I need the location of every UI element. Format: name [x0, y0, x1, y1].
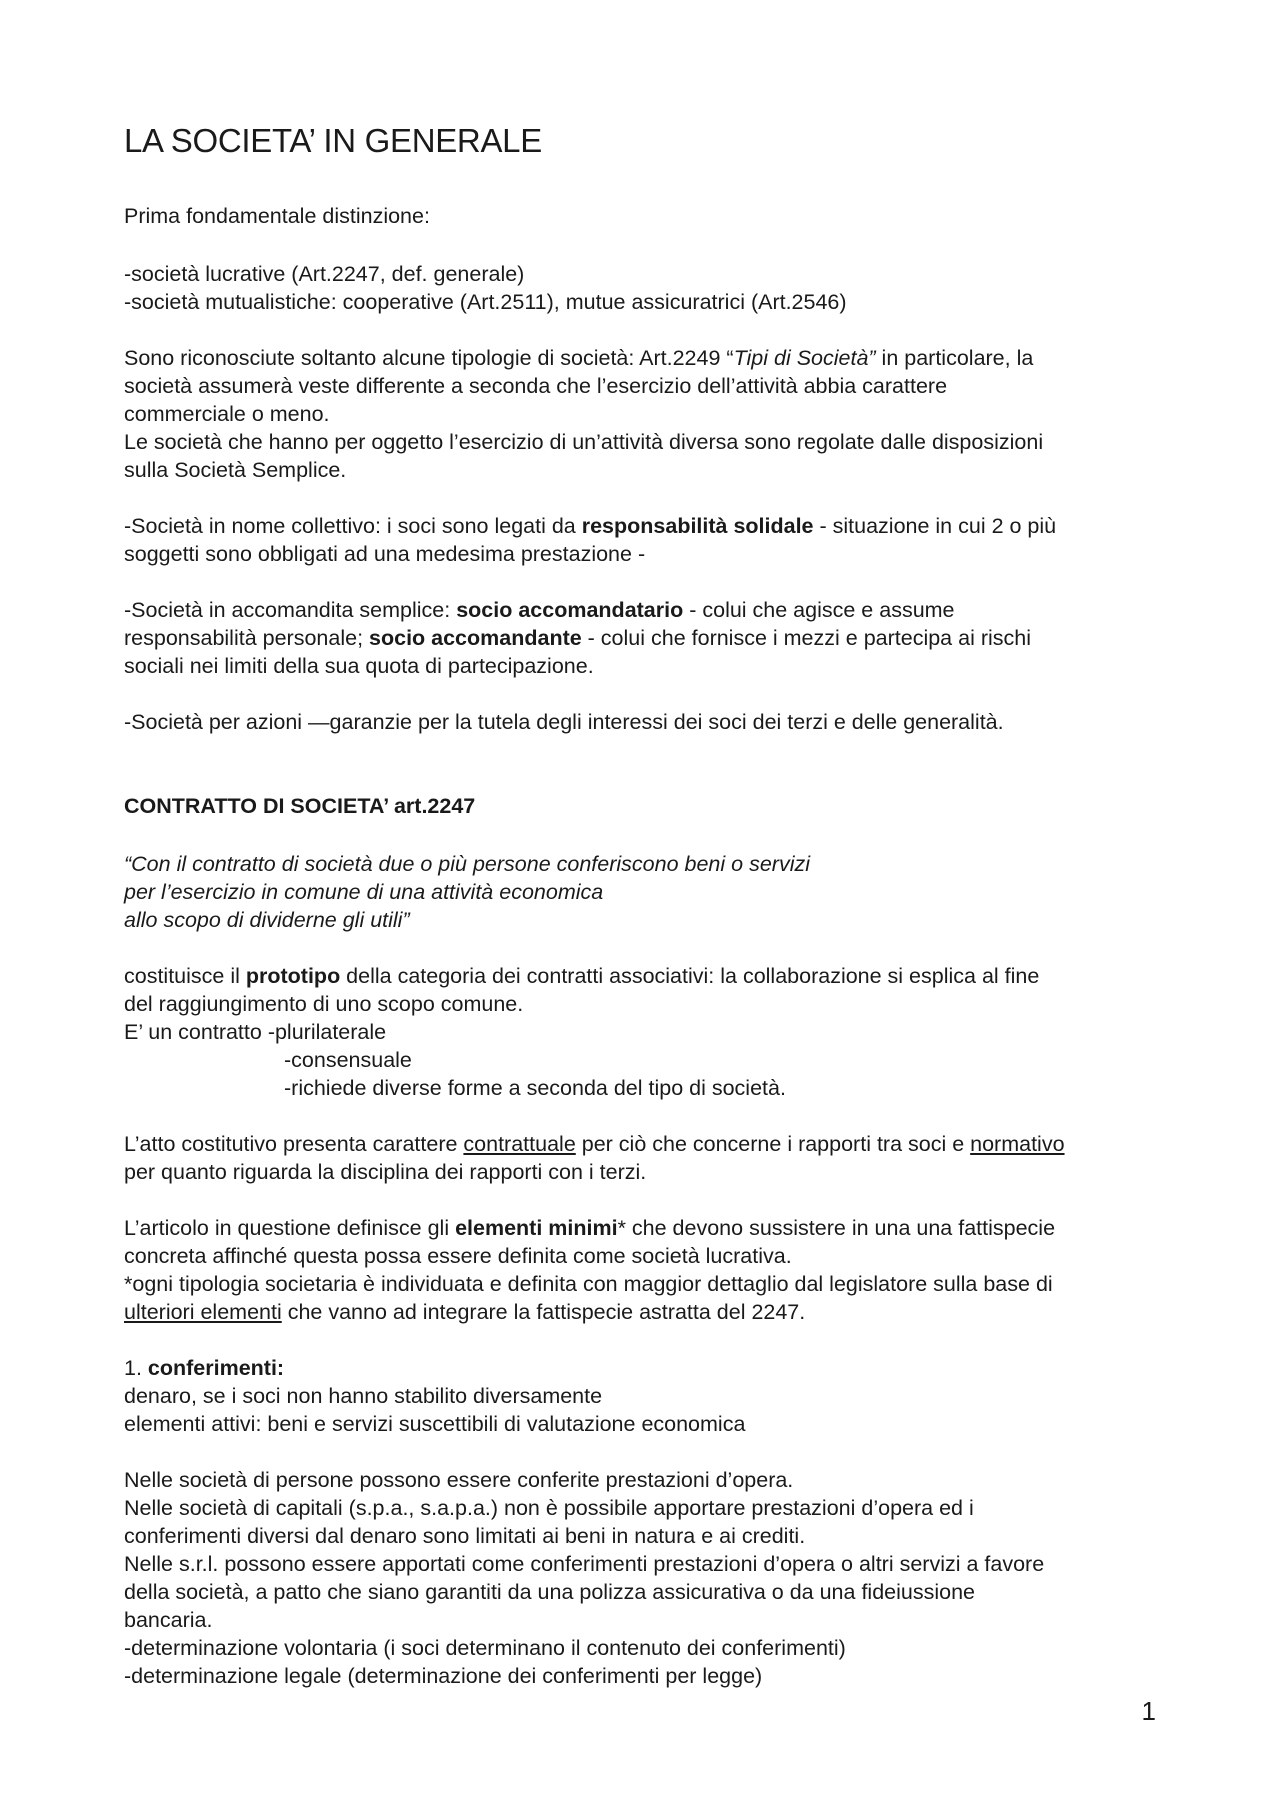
- types-line-1: -società lucrative (Art.2247, def. generale): [124, 262, 525, 286]
- sas-line-2: [124, 624, 1031, 652]
- sas-l2b: - colui che fornisce i mezzi e partecipa ai rischi: [581, 626, 1031, 650]
- art-line-3: *ogni tipologia societaria è individuata e definita con maggior dettaglio dal legislatore sulla base di: [124, 1272, 1053, 1296]
- conf-line-3: elementi attivi: beni e servizi suscettibili di valutazione economica: [124, 1412, 746, 1436]
- atto-line-2: per quanto riguarda la disciplina dei rapporti con i terzi.: [124, 1160, 647, 1184]
- snc-a: -Società in nome collettivo: i soci sono legati da: [124, 514, 582, 538]
- sas-bold-2: socio accomandante: [369, 626, 582, 650]
- intro-line: Prima fondamentale distinzione:: [124, 204, 430, 228]
- proto-line-2: del raggiungimento di uno scopo comune.: [124, 992, 524, 1016]
- p1-line-4: Le società che hanno per oggetto l’esercizio di un’attività diversa sono regolate dalle disposizioni: [124, 430, 1044, 454]
- art-line-1: [124, 1214, 1055, 1242]
- final-line-8: -determinazione legale (determinazione dei conferimenti per legge): [124, 1664, 763, 1688]
- p1-line-1: [124, 344, 1033, 372]
- final-line-7: -determinazione volontaria (i soci determinano il contenuto dei conferimenti): [124, 1636, 846, 1660]
- p1-a: Sono riconosciute soltanto alcune tipologie di società: Art.2249 “: [124, 346, 734, 370]
- proto-a: costituisce il: [124, 964, 246, 988]
- final-line-2: Nelle società di capitali (s.p.a., s.a.p.a.) non è possibile apportare prestazioni d’opera ed i: [124, 1496, 974, 1520]
- atto-line-1: [124, 1130, 1065, 1158]
- proto-b: della categoria dei contratti associativi: la collaborazione si esplica al fine: [340, 964, 1040, 988]
- conf-num: 1.: [124, 1356, 148, 1380]
- sas-bold-1: socio accomandatario: [456, 598, 684, 622]
- conf-line-2: denaro, se i soci non hanno stabilito diversamente: [124, 1384, 603, 1408]
- art-line-2: concreta affinché questa possa essere definita come società lucrativa.: [124, 1244, 792, 1268]
- atto-a: L’atto costitutivo presenta carattere: [124, 1132, 464, 1156]
- sas-line-3: sociali nei limiti della sua quota di partecipazione.: [124, 654, 594, 678]
- proto-line-1: [124, 962, 1039, 990]
- types-line-2: -società mutualistiche: cooperative (Art.2511), mutue assicuratrici (Art.2546): [124, 290, 847, 314]
- atto-u1: contrattuale: [463, 1132, 576, 1156]
- final-line-6: bancaria.: [124, 1608, 213, 1632]
- proto-bold: prototipo: [245, 964, 341, 988]
- p1-line-2: società assumerà veste differente a seconda che l’esercizio dell’attività abbia carattere: [124, 374, 948, 398]
- art-l4u: ulteriori elementi: [124, 1300, 282, 1324]
- p1-line-3: commerciale o meno.: [124, 402, 330, 426]
- final-line-3: conferimenti diversi dal denaro sono limitati ai beni in natura e ai crediti.: [124, 1524, 806, 1548]
- atto-b: per ciò che concerne i rapporti tra soci e: [575, 1132, 971, 1156]
- conf-line-1: [124, 1354, 284, 1382]
- final-line-5: della società, a patto che siano garantiti da una polizza assicurativa o da una fideiussione: [124, 1580, 975, 1604]
- atto-u2: normativo: [970, 1132, 1065, 1156]
- p1-line-5: sulla Società Semplice.: [124, 458, 347, 482]
- art-l4b: che vanno ad integrare la fattispecie astratta del 2247.: [281, 1300, 806, 1324]
- page-title: LA SOCIETA’ IN GENERALE: [124, 122, 542, 159]
- spa-line: -Società per azioni —garanzie per la tutela degli interessi dei soci dei terzi e delle generalità.: [124, 710, 1004, 734]
- final-line-4: Nelle s.r.l. possono essere apportati come conferimenti prestazioni d’opera o altri servizi a favore: [124, 1552, 1045, 1576]
- art-a: L’articolo in questione definisce gli: [124, 1216, 456, 1240]
- sas-line-1: [124, 596, 955, 624]
- sas-b: - colui che agisce e assume: [683, 598, 955, 622]
- quote-line-3: allo scopo di dividerne gli utili”: [124, 908, 410, 932]
- sas-l2a: responsabilità personale;: [124, 626, 370, 650]
- proto-line-5: -richiede diverse forme a seconda del tipo di società.: [284, 1076, 786, 1100]
- conf-bold: conferimenti:: [147, 1356, 285, 1380]
- proto-line-4: -consensuale: [284, 1048, 412, 1072]
- snc-line-1: [124, 512, 1056, 540]
- art-b: * che devono sussistere in una una fattispecie: [617, 1216, 1056, 1240]
- art-bold: elementi minimi: [455, 1216, 618, 1240]
- snc-line-2: soggetti sono obbligati ad una medesima prestazione -: [124, 542, 646, 566]
- page-number: 1: [1141, 1696, 1156, 1726]
- quote-line-1: “Con il contratto di società due o più persone conferiscono beni o servizi: [124, 852, 810, 876]
- snc-b: - situazione in cui 2 o più: [813, 514, 1057, 538]
- sas-a: -Società in accomandita semplice:: [124, 598, 457, 622]
- quote-line-2: per l’esercizio in comune di una attività economica: [124, 880, 604, 904]
- final-line-1: Nelle società di persone possono essere conferite prestazioni d’opera.: [124, 1468, 794, 1492]
- p1-italic: Tipi di Società”: [733, 346, 876, 370]
- proto-line-3: E’ un contratto -plurilaterale: [124, 1020, 387, 1044]
- art-line-4: [124, 1298, 805, 1326]
- section-title: CONTRATTO DI SOCIETA’ art.2247: [124, 794, 476, 818]
- p1-b: in particolare, la: [875, 346, 1034, 370]
- snc-bold: responsabilità solidale: [581, 514, 814, 538]
